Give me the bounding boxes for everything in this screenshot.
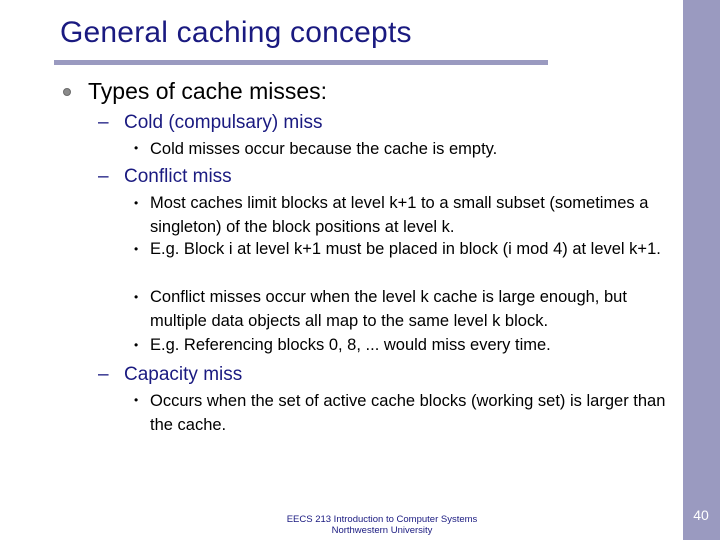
section-capacity-miss xyxy=(98,364,242,386)
title-underline xyxy=(54,60,548,65)
bullet-dot-icon: • xyxy=(134,141,139,155)
slide-footer xyxy=(262,514,502,536)
dash-icon: – xyxy=(98,112,109,133)
section-cold-miss xyxy=(98,112,322,134)
bullet-dot-icon: • xyxy=(134,393,139,407)
bullet-dot-icon: • xyxy=(134,242,139,256)
sidebar-divider xyxy=(680,0,681,540)
bullet-dot-icon: • xyxy=(134,196,139,210)
section-label: Conflict miss xyxy=(124,166,232,187)
main-heading: Types of cache misses: xyxy=(88,78,328,104)
bullet-dot-icon: • xyxy=(134,338,139,352)
footer-course: EECS 213 Introduction to Computer Systems xyxy=(286,514,478,525)
list-item: E.g. Referencing blocks 0, 8, ... would miss every time. xyxy=(150,336,551,354)
slide-sidebar xyxy=(683,0,720,540)
section-label: Cold (compulsary) miss xyxy=(124,112,323,133)
dash-icon: – xyxy=(98,166,109,187)
list-item: Occurs when the set of active cache blocks (working set) is larger than the cache. xyxy=(150,392,666,434)
list-item: Most caches limit blocks at level k+1 to a small subset (sometimes a singleton) of the block positions at level k. xyxy=(150,194,649,236)
slide-title: General caching concepts xyxy=(60,16,412,49)
section-conflict-miss xyxy=(98,166,232,188)
dash-icon: – xyxy=(98,364,109,385)
list-item: Cold misses occur because the cache is empty. xyxy=(150,140,498,158)
list-item: Conflict misses occur when the level k cache is large enough, but multiple data objects all map to the same level k block. xyxy=(150,288,627,330)
bullet-icon xyxy=(63,88,71,96)
page-number: 40 xyxy=(693,507,709,523)
section-label: Capacity miss xyxy=(124,364,243,385)
footer-university: Northwestern University xyxy=(331,525,433,536)
bullet-dot-icon: • xyxy=(134,290,139,304)
list-item: E.g. Block i at level k+1 must be placed in block (i mod 4) at level k+1. xyxy=(150,240,661,258)
